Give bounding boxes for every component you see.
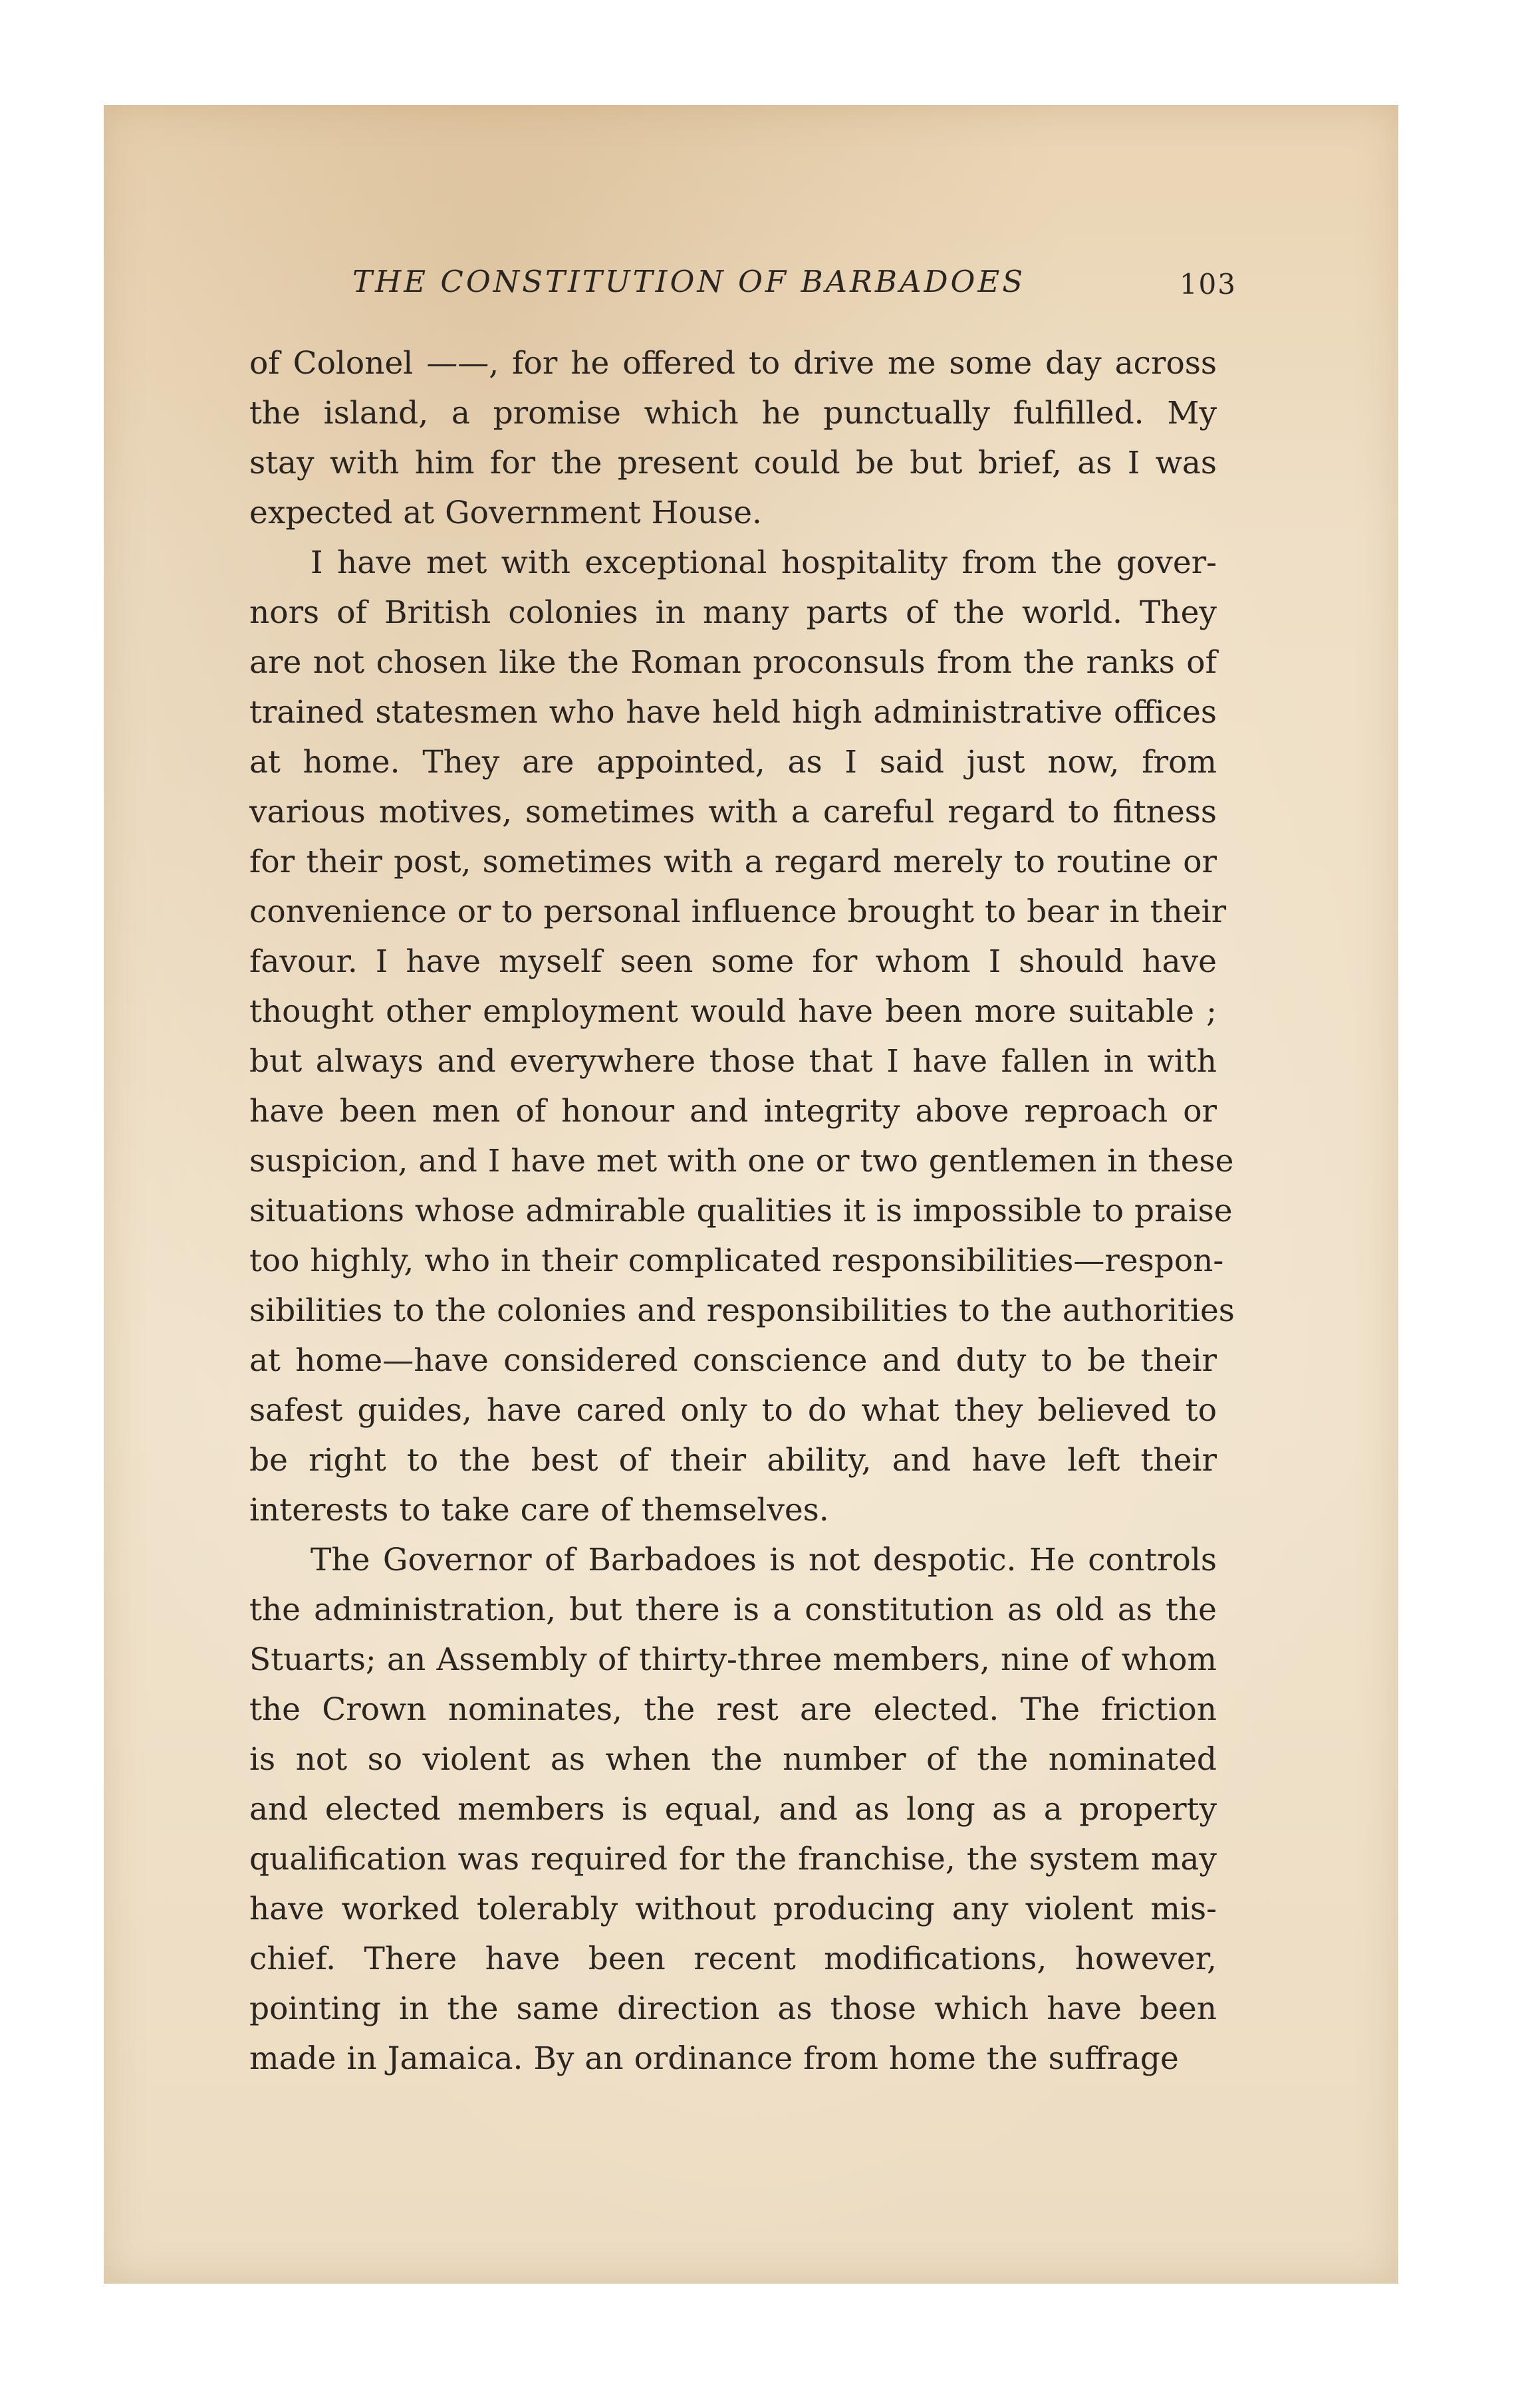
text-line: have worked tolerably without producing any violent mis- xyxy=(249,1891,1217,1927)
text-line: convenience or to personal influence brought to bear in their xyxy=(249,894,1227,930)
running-header xyxy=(352,264,1237,310)
text-line: is not so violent as when the number of the nominated xyxy=(249,1741,1217,1778)
text-line: The Governor of Barbadoes is not despotic. He controls xyxy=(311,1542,1217,1578)
text-line: of Colonel ——, for he offered to drive me some day across xyxy=(249,345,1217,382)
text-line: have been men of honour and integrity above reproach or xyxy=(249,1093,1217,1130)
text-line: the administration, but there is a constitution as old as the xyxy=(249,1592,1217,1628)
text-line: too highly, who in their complicated responsibilities—respon- xyxy=(249,1243,1224,1279)
text-line: made in Jamaica. By an ordinance from home the suffrage xyxy=(249,2040,1179,2077)
text-line: chief. There have been recent modifications, however, xyxy=(249,1941,1217,1977)
text-line: situations whose admirable qualities it is impossible to praise xyxy=(249,1193,1233,1229)
text-line: at home. They are appointed, as I said just now, from xyxy=(249,744,1217,781)
text-line: Stuarts; an Assembly of thirty-three members, nine of whom xyxy=(249,1641,1217,1678)
text-line: pointing in the same direction as those which have been xyxy=(249,1990,1217,2027)
text-line: qualification was required for the franchise, the system may xyxy=(249,1841,1217,1877)
body-text xyxy=(249,338,1235,2084)
text-line: suspicion, and I have met with one or two gentlemen in these xyxy=(249,1143,1234,1179)
text-line: are not chosen like the Roman proconsuls from the ranks of xyxy=(249,644,1217,681)
text-line: sibilities to the colonies and responsibilities to the authorities xyxy=(249,1292,1235,1329)
text-line: thought other employment would have been more suitable ; xyxy=(249,993,1217,1030)
text-line: interests to take care of themselves. xyxy=(249,1492,829,1528)
text-line: favour. I have myself seen some for whom I should have xyxy=(249,943,1217,980)
text-line: stay with him for the present could be but brief, as I was xyxy=(249,445,1217,481)
page-number: 103 xyxy=(1179,268,1237,301)
text-line: and elected members is equal, and as long as a property xyxy=(249,1791,1217,1828)
text-line: nors of British colonies in many parts of the world. They xyxy=(249,594,1217,631)
text-line: at home—have considered conscience and duty to be their xyxy=(249,1342,1217,1379)
text-line: expected at Government House. xyxy=(249,495,762,531)
text-line: the island, a promise which he punctually fulfilled. My xyxy=(249,395,1217,431)
text-line: trained statesmen who have held high administrative offices xyxy=(249,694,1217,731)
running-title: THE CONSTITUTION OF BARBADOES xyxy=(352,264,1026,299)
text-line: the Crown nominates, the rest are elected. The friction xyxy=(249,1691,1217,1728)
text-line: be right to the best of their ability, and have left their xyxy=(249,1442,1217,1479)
text-line: for their post, sometimes with a regard merely to routine or xyxy=(249,844,1217,880)
text-line: various motives, sometimes with a careful regard to fitness xyxy=(249,794,1217,830)
text-line: but always and everywhere those that I have fallen in with xyxy=(249,1043,1217,1080)
text-line: safest guides, have cared only to do what they believed to xyxy=(249,1392,1217,1429)
text-line: I have met with exceptional hospitality from the gover- xyxy=(311,544,1217,581)
